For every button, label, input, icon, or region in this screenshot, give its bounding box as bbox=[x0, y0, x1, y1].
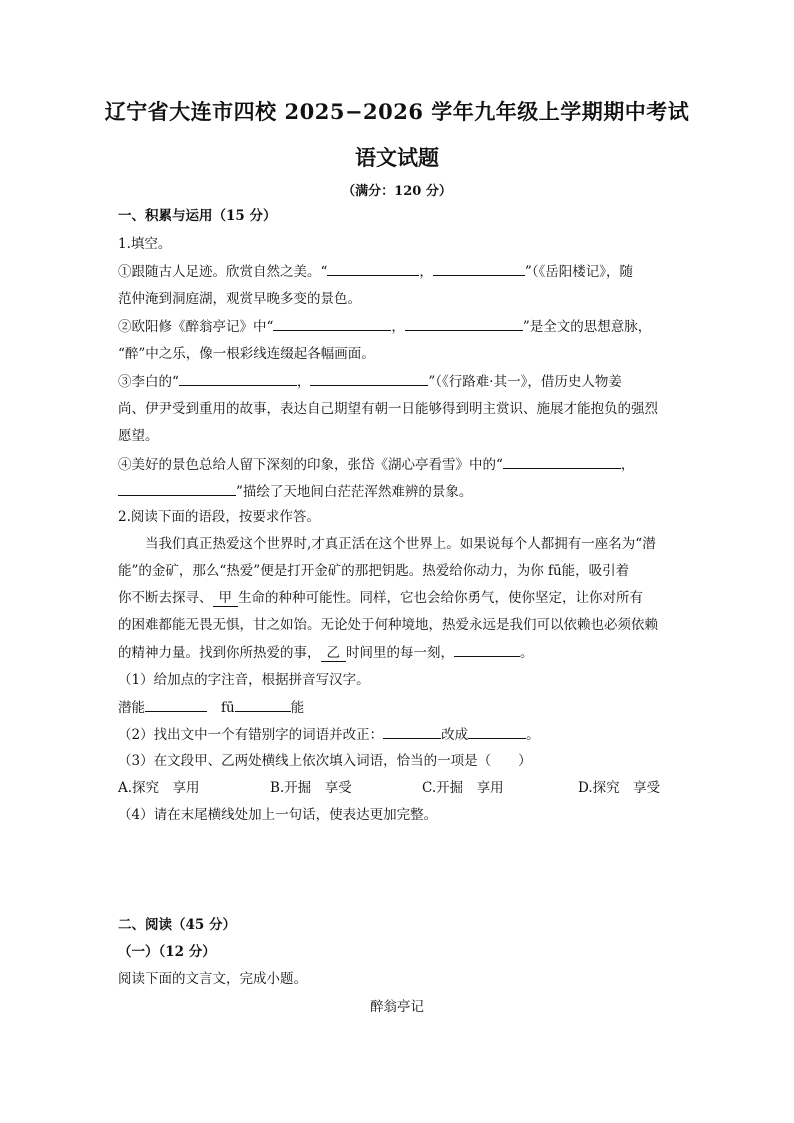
q1-item2-line2: “醉”中之乐，像一根彩线连缀起各幅画面。 bbox=[118, 346, 375, 362]
option-d[interactable]: D.探究 享受 bbox=[578, 780, 661, 796]
answer-blank[interactable] bbox=[273, 317, 391, 331]
blank-marker-jia: 甲 bbox=[213, 590, 239, 607]
part-1-heading: （一）（12 分） bbox=[118, 944, 216, 960]
passage-line: 的困难都能无畏无惧，甘之如饴。无论处于何种境地，热爱永远是我们可以依赖也必须依赖 bbox=[118, 617, 658, 633]
sub-question-3-options bbox=[118, 779, 678, 797]
q1-item3-line2: 尚、伊尹受到重用的故事，表达自己期望有朝一日能够得到明主赏识、施展才能抱负的强烈 bbox=[118, 401, 658, 417]
option-b[interactable]: B.开掘 享受 bbox=[270, 780, 352, 796]
full-score: （满分：120 分） bbox=[342, 184, 452, 199]
q1-item2-line1: ②欧阳修《醉翁亭记》中“ ， ”是全文的思想意脉， bbox=[118, 319, 652, 335]
answer-blank[interactable] bbox=[118, 482, 236, 496]
answer-blank[interactable] bbox=[468, 725, 526, 739]
section-1-heading: 一、积累与运用（15 分） bbox=[118, 208, 277, 224]
answer-blank[interactable] bbox=[433, 262, 525, 276]
q1-item4-line2: ”描绘了天地间白茫茫浑然难辨的景象。 bbox=[118, 482, 678, 501]
option-a[interactable]: A.探究 享用 bbox=[118, 780, 200, 796]
answer-blank[interactable] bbox=[310, 372, 428, 386]
article-title: 醉翁亭记 bbox=[370, 999, 424, 1015]
passage-line: 能”的金矿，那么“热爱”便是打开金矿的那把钥匙。热爱给你动力，为你 fū能，吸引着 bbox=[118, 563, 630, 579]
sub-question-2: （2）找出文中一个有错别字的词语并改正： 改成 。 bbox=[118, 727, 540, 743]
answer-blank[interactable] bbox=[179, 372, 297, 386]
answer-blank[interactable] bbox=[405, 317, 523, 331]
q1-item3-line1: ③李白的“ ， ”（《行路难·其一》，借历史人物姜 bbox=[118, 374, 622, 390]
question-1-heading: 1.填空。 bbox=[118, 236, 172, 252]
answer-blank[interactable] bbox=[503, 455, 621, 469]
passage-line: 当我们真正热爱这个世界时,才真正活在这个世界上。如果说每个人都拥有一座名为“潜 bbox=[145, 536, 656, 552]
sub-question-1: （1）给加点的字注音，根据拼音写汉字。 bbox=[118, 672, 370, 688]
question-2-heading: 2.阅读下面的语段，按要求作答。 bbox=[118, 509, 320, 525]
exam-title: 辽宁省大连市四校 2025−2026 学年九年级上学期期中考试 bbox=[104, 99, 690, 124]
answer-blank[interactable] bbox=[145, 698, 207, 712]
sub-question-1-answers: 潜能 fū 能 bbox=[118, 700, 305, 716]
option-c[interactable]: C.开掘 享用 bbox=[422, 780, 504, 796]
sub-question-4: （4）请在末尾横线处加上一句话，使表达更加完整。 bbox=[118, 807, 438, 823]
exam-subtitle: 语文试题 bbox=[355, 145, 439, 170]
q1-item3-line3: 愿望。 bbox=[118, 428, 159, 444]
answer-blank[interactable] bbox=[327, 262, 419, 276]
passage-line: 的精神力量。找到你所热爱的事， 乙 时间里的每一刻， 。 bbox=[118, 645, 534, 661]
passage-line: 你不断去探寻、 甲 生命的种种可能性。同样，它也会给你勇气，使你坚定，让你对所有 bbox=[118, 590, 643, 606]
answer-blank[interactable] bbox=[383, 725, 441, 739]
sub-question-3: （3）在文段甲、乙两处横线上依次填入词语，恰当的一项是（ ） bbox=[118, 753, 532, 769]
answer-blank[interactable] bbox=[235, 698, 291, 712]
answer-blank[interactable] bbox=[454, 643, 520, 657]
q1-item4-line1: ④美好的景色总给人留下深刻的印象，张岱《湖心亭看雪》中的“ ， bbox=[118, 457, 635, 473]
q1-item1-line2: 范仲淹到洞庭湖，观赏早晚多变的景色。 bbox=[118, 291, 361, 307]
blank-marker-yi: 乙 bbox=[321, 645, 347, 662]
section-2-heading: 二、阅读（45 分） bbox=[118, 917, 236, 933]
q1-item1-line1: ①跟随古人足迹。欣赏自然之美。“ ， ”（《岳阳楼记》，随 bbox=[118, 264, 634, 280]
reading-instruction: 阅读下面的文言文，完成小题。 bbox=[118, 971, 307, 987]
